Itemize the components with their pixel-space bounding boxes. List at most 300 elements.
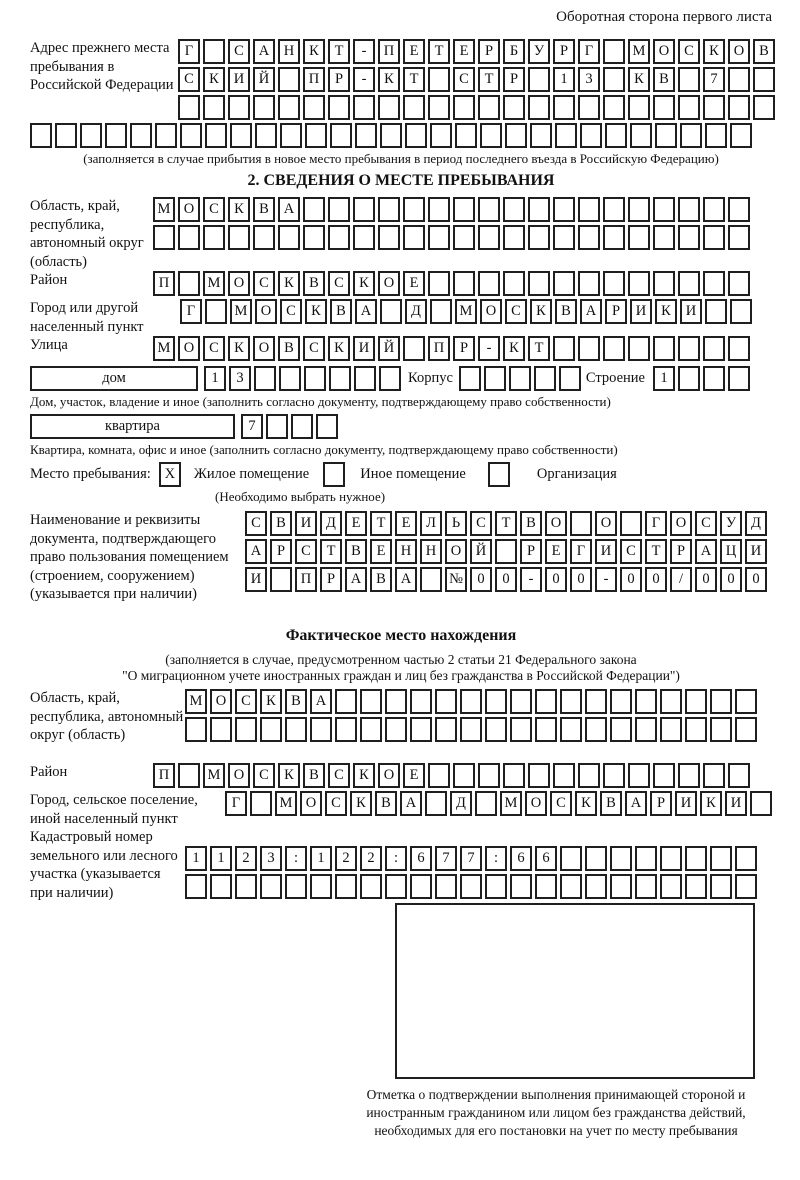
- char-box[interactable]: [653, 95, 675, 120]
- char-box[interactable]: [453, 271, 475, 296]
- char-box[interactable]: [685, 846, 707, 871]
- char-box[interactable]: [425, 791, 447, 816]
- char-box[interactable]: [603, 271, 625, 296]
- char-box[interactable]: [510, 874, 532, 899]
- char-box[interactable]: [478, 225, 500, 250]
- char-box[interactable]: [628, 763, 650, 788]
- char-box[interactable]: [430, 299, 452, 324]
- char-box[interactable]: В: [278, 336, 300, 361]
- char-box[interactable]: [578, 95, 600, 120]
- char-box[interactable]: [455, 123, 477, 148]
- char-box[interactable]: [735, 689, 757, 714]
- char-box[interactable]: Й: [470, 539, 492, 564]
- char-box[interactable]: [410, 717, 432, 742]
- char-box[interactable]: [428, 197, 450, 222]
- char-box[interactable]: [503, 225, 525, 250]
- char-box[interactable]: [628, 95, 650, 120]
- char-box[interactable]: Т: [645, 539, 667, 564]
- char-box[interactable]: [505, 123, 527, 148]
- char-box[interactable]: [610, 874, 632, 899]
- char-box[interactable]: [403, 336, 425, 361]
- char-box[interactable]: 0: [720, 567, 742, 592]
- char-box[interactable]: К: [530, 299, 552, 324]
- char-box-row[interactable]: [459, 357, 584, 374]
- char-box[interactable]: С: [253, 271, 275, 296]
- char-box[interactable]: [354, 366, 376, 391]
- char-box[interactable]: 6: [410, 846, 432, 871]
- char-box[interactable]: [385, 874, 407, 899]
- char-box[interactable]: [278, 95, 300, 120]
- char-box[interactable]: Р: [503, 67, 525, 92]
- char-box[interactable]: [228, 95, 250, 120]
- char-box[interactable]: -: [353, 39, 375, 64]
- char-box[interactable]: [653, 271, 675, 296]
- char-box[interactable]: К: [628, 67, 650, 92]
- char-box[interactable]: [279, 366, 301, 391]
- char-box[interactable]: [420, 567, 442, 592]
- char-box[interactable]: [503, 763, 525, 788]
- char-box[interactable]: И: [745, 539, 767, 564]
- char-box[interactable]: В: [330, 299, 352, 324]
- char-box[interactable]: М: [153, 336, 175, 361]
- char-box[interactable]: [316, 414, 338, 439]
- char-box[interactable]: В: [753, 39, 775, 64]
- char-box[interactable]: [750, 791, 772, 816]
- char-box[interactable]: [428, 271, 450, 296]
- char-box[interactable]: [403, 197, 425, 222]
- char-box-row[interactable]: [225, 791, 775, 816]
- char-box[interactable]: К: [203, 67, 225, 92]
- char-box[interactable]: 7: [435, 846, 457, 871]
- char-box[interactable]: [728, 225, 750, 250]
- char-box[interactable]: О: [228, 763, 250, 788]
- char-box[interactable]: [685, 874, 707, 899]
- char-box[interactable]: -: [353, 67, 375, 92]
- char-box[interactable]: [485, 689, 507, 714]
- char-box[interactable]: В: [270, 511, 292, 536]
- char-box[interactable]: [578, 271, 600, 296]
- char-box[interactable]: С: [505, 299, 527, 324]
- char-box[interactable]: С: [325, 791, 347, 816]
- char-box[interactable]: Р: [650, 791, 672, 816]
- char-box[interactable]: О: [210, 689, 232, 714]
- char-box[interactable]: И: [630, 299, 652, 324]
- char-box[interactable]: [280, 123, 302, 148]
- char-box[interactable]: [105, 123, 127, 148]
- char-box-row[interactable]: [241, 405, 341, 434]
- char-box[interactable]: М: [203, 271, 225, 296]
- char-box[interactable]: 2: [360, 846, 382, 871]
- char-box[interactable]: [655, 123, 677, 148]
- char-box-row[interactable]: [153, 197, 753, 222]
- char-box[interactable]: Д: [450, 791, 472, 816]
- char-box[interactable]: П: [428, 336, 450, 361]
- char-box[interactable]: О: [253, 336, 275, 361]
- char-box[interactable]: Й: [378, 336, 400, 361]
- char-box[interactable]: -: [520, 567, 542, 592]
- char-box[interactable]: В: [303, 271, 325, 296]
- char-box[interactable]: Ц: [720, 539, 742, 564]
- char-box[interactable]: [653, 197, 675, 222]
- char-box[interactable]: [578, 763, 600, 788]
- char-box[interactable]: В: [555, 299, 577, 324]
- char-box[interactable]: [428, 225, 450, 250]
- char-box[interactable]: К: [575, 791, 597, 816]
- char-box[interactable]: О: [595, 511, 617, 536]
- char-box[interactable]: [605, 123, 627, 148]
- char-box[interactable]: О: [255, 299, 277, 324]
- char-box[interactable]: [253, 95, 275, 120]
- char-box[interactable]: И: [725, 791, 747, 816]
- char-box[interactable]: [453, 225, 475, 250]
- char-box[interactable]: [510, 717, 532, 742]
- char-box[interactable]: М: [628, 39, 650, 64]
- char-box[interactable]: 6: [535, 846, 557, 871]
- char-box[interactable]: [478, 763, 500, 788]
- char-box[interactable]: Т: [428, 39, 450, 64]
- char-box[interactable]: [560, 689, 582, 714]
- char-box[interactable]: 0: [620, 567, 642, 592]
- char-box[interactable]: Г: [180, 299, 202, 324]
- char-box[interactable]: [203, 39, 225, 64]
- char-box[interactable]: [435, 874, 457, 899]
- char-box[interactable]: [30, 123, 52, 148]
- char-box[interactable]: 1: [204, 366, 226, 391]
- char-box[interactable]: [678, 366, 700, 391]
- char-box[interactable]: [678, 271, 700, 296]
- char-box[interactable]: [303, 197, 325, 222]
- char-box[interactable]: О: [378, 271, 400, 296]
- char-box[interactable]: [710, 874, 732, 899]
- char-box[interactable]: [255, 123, 277, 148]
- char-box[interactable]: [250, 791, 272, 816]
- char-box[interactable]: [753, 67, 775, 92]
- char-box[interactable]: [329, 366, 351, 391]
- char-box[interactable]: [603, 197, 625, 222]
- char-box[interactable]: 0: [645, 567, 667, 592]
- char-box[interactable]: [678, 67, 700, 92]
- char-box[interactable]: [260, 717, 282, 742]
- char-box[interactable]: :: [285, 846, 307, 871]
- char-box[interactable]: [360, 717, 382, 742]
- char-box[interactable]: [603, 67, 625, 92]
- char-box[interactable]: [378, 95, 400, 120]
- char-box[interactable]: [478, 271, 500, 296]
- char-box[interactable]: [678, 95, 700, 120]
- char-box[interactable]: [235, 717, 257, 742]
- char-box[interactable]: [555, 123, 577, 148]
- char-box[interactable]: О: [545, 511, 567, 536]
- char-box[interactable]: Н: [420, 539, 442, 564]
- char-box[interactable]: К: [278, 271, 300, 296]
- char-box[interactable]: [603, 95, 625, 120]
- char-box[interactable]: [303, 225, 325, 250]
- char-box[interactable]: А: [278, 197, 300, 222]
- char-box[interactable]: [328, 95, 350, 120]
- char-box[interactable]: [685, 717, 707, 742]
- char-box[interactable]: С: [245, 511, 267, 536]
- char-box[interactable]: М: [500, 791, 522, 816]
- char-box[interactable]: К: [303, 39, 325, 64]
- char-box[interactable]: П: [303, 67, 325, 92]
- char-box[interactable]: [510, 689, 532, 714]
- char-box[interactable]: [585, 689, 607, 714]
- char-box[interactable]: [535, 689, 557, 714]
- char-box[interactable]: :: [385, 846, 407, 871]
- char-box[interactable]: 7: [703, 67, 725, 92]
- char-box[interactable]: Т: [328, 39, 350, 64]
- char-box[interactable]: [678, 225, 700, 250]
- char-box[interactable]: [453, 197, 475, 222]
- char-box[interactable]: Д: [745, 511, 767, 536]
- char-box[interactable]: [528, 67, 550, 92]
- char-box[interactable]: Р: [320, 567, 342, 592]
- char-box[interactable]: [703, 225, 725, 250]
- char-box[interactable]: С: [203, 336, 225, 361]
- char-box-row[interactable]: [153, 225, 753, 250]
- char-box[interactable]: О: [228, 271, 250, 296]
- char-box[interactable]: Е: [395, 511, 417, 536]
- char-box[interactable]: [285, 717, 307, 742]
- char-box[interactable]: [553, 763, 575, 788]
- char-box[interactable]: [266, 414, 288, 439]
- char-box[interactable]: [353, 197, 375, 222]
- char-box[interactable]: К: [228, 336, 250, 361]
- char-box[interactable]: [478, 197, 500, 222]
- char-box[interactable]: [728, 271, 750, 296]
- char-box[interactable]: [710, 846, 732, 871]
- char-box[interactable]: :: [485, 846, 507, 871]
- char-box[interactable]: А: [695, 539, 717, 564]
- char-box[interactable]: [453, 95, 475, 120]
- char-box[interactable]: [560, 874, 582, 899]
- char-box[interactable]: К: [700, 791, 722, 816]
- char-box[interactable]: [653, 763, 675, 788]
- char-box[interactable]: [428, 95, 450, 120]
- char-box[interactable]: Р: [270, 539, 292, 564]
- char-box[interactable]: К: [378, 67, 400, 92]
- char-box[interactable]: О: [653, 39, 675, 64]
- char-box[interactable]: [304, 366, 326, 391]
- char-box[interactable]: [480, 123, 502, 148]
- char-box[interactable]: Н: [395, 539, 417, 564]
- char-box[interactable]: О: [178, 336, 200, 361]
- char-box[interactable]: В: [375, 791, 397, 816]
- char-box[interactable]: [703, 763, 725, 788]
- char-box[interactable]: Г: [178, 39, 200, 64]
- char-box[interactable]: [495, 539, 517, 564]
- char-box[interactable]: [603, 39, 625, 64]
- char-box-row[interactable]: [180, 299, 755, 324]
- char-box-row[interactable]: [178, 95, 778, 120]
- char-box[interactable]: X: [159, 462, 181, 487]
- char-box[interactable]: С: [620, 539, 642, 564]
- char-box[interactable]: Е: [370, 539, 392, 564]
- char-box[interactable]: [460, 689, 482, 714]
- char-box[interactable]: [730, 299, 752, 324]
- char-box[interactable]: [228, 225, 250, 250]
- char-box[interactable]: [528, 197, 550, 222]
- char-box-row[interactable]: [245, 567, 770, 592]
- char-box[interactable]: 2: [335, 846, 357, 871]
- char-box[interactable]: [203, 95, 225, 120]
- char-box[interactable]: /: [670, 567, 692, 592]
- char-box[interactable]: 2: [235, 846, 257, 871]
- char-box[interactable]: И: [295, 511, 317, 536]
- char-box[interactable]: С: [280, 299, 302, 324]
- char-box[interactable]: [603, 225, 625, 250]
- char-box[interactable]: К: [655, 299, 677, 324]
- char-box[interactable]: В: [345, 539, 367, 564]
- char-box[interactable]: Г: [578, 39, 600, 64]
- char-box[interactable]: Р: [670, 539, 692, 564]
- char-box[interactable]: [385, 717, 407, 742]
- char-box[interactable]: [535, 717, 557, 742]
- char-box[interactable]: [310, 717, 332, 742]
- char-box[interactable]: [253, 225, 275, 250]
- char-box[interactable]: [260, 874, 282, 899]
- char-box[interactable]: [703, 197, 725, 222]
- char-box[interactable]: [335, 874, 357, 899]
- char-box[interactable]: [353, 95, 375, 120]
- char-box[interactable]: [528, 763, 550, 788]
- char-box[interactable]: Р: [605, 299, 627, 324]
- char-box[interactable]: [178, 763, 200, 788]
- char-box[interactable]: [735, 717, 757, 742]
- char-box[interactable]: [379, 366, 401, 391]
- char-box[interactable]: К: [350, 791, 372, 816]
- char-box[interactable]: [660, 846, 682, 871]
- char-box[interactable]: [453, 763, 475, 788]
- char-box[interactable]: К: [260, 689, 282, 714]
- char-box[interactable]: [620, 511, 642, 536]
- char-box[interactable]: 3: [260, 846, 282, 871]
- char-box[interactable]: [270, 567, 292, 592]
- char-box[interactable]: [291, 414, 313, 439]
- char-box[interactable]: И: [675, 791, 697, 816]
- char-box[interactable]: В: [253, 197, 275, 222]
- char-box[interactable]: [405, 123, 427, 148]
- char-box[interactable]: [503, 95, 525, 120]
- char-box[interactable]: [380, 299, 402, 324]
- char-box[interactable]: Г: [570, 539, 592, 564]
- char-box[interactable]: Р: [328, 67, 350, 92]
- char-box[interactable]: [130, 123, 152, 148]
- char-box[interactable]: [178, 95, 200, 120]
- char-box[interactable]: [753, 95, 775, 120]
- char-box[interactable]: С: [178, 67, 200, 92]
- char-box[interactable]: [585, 874, 607, 899]
- char-box[interactable]: В: [600, 791, 622, 816]
- char-box[interactable]: С: [228, 39, 250, 64]
- char-box[interactable]: [460, 717, 482, 742]
- char-box[interactable]: [310, 874, 332, 899]
- char-box[interactable]: А: [245, 539, 267, 564]
- char-box[interactable]: [630, 123, 652, 148]
- char-box[interactable]: 3: [578, 67, 600, 92]
- char-box[interactable]: [728, 366, 750, 391]
- char-box[interactable]: Е: [403, 39, 425, 64]
- char-box[interactable]: [559, 366, 581, 391]
- char-box[interactable]: А: [400, 791, 422, 816]
- char-box-row[interactable]: [185, 874, 760, 899]
- char-box[interactable]: О: [178, 197, 200, 222]
- char-box[interactable]: [628, 197, 650, 222]
- char-box[interactable]: Л: [420, 511, 442, 536]
- char-box[interactable]: И: [353, 336, 375, 361]
- char-box[interactable]: [635, 874, 657, 899]
- char-box[interactable]: [635, 689, 657, 714]
- char-box[interactable]: [710, 717, 732, 742]
- char-box[interactable]: [330, 123, 352, 148]
- char-box[interactable]: Т: [403, 67, 425, 92]
- char-box[interactable]: Р: [453, 336, 475, 361]
- char-box[interactable]: 1: [653, 366, 675, 391]
- char-box[interactable]: Р: [553, 39, 575, 64]
- char-box-row[interactable]: [153, 271, 753, 296]
- char-box[interactable]: А: [395, 567, 417, 592]
- char-box[interactable]: [560, 717, 582, 742]
- char-box[interactable]: [475, 791, 497, 816]
- char-box[interactable]: [360, 874, 382, 899]
- char-box-row[interactable]: [185, 689, 760, 714]
- char-box[interactable]: Е: [403, 763, 425, 788]
- char-box[interactable]: -: [478, 336, 500, 361]
- char-box[interactable]: 1: [553, 67, 575, 92]
- char-box[interactable]: В: [285, 689, 307, 714]
- char-box[interactable]: [705, 299, 727, 324]
- char-box[interactable]: [560, 846, 582, 871]
- char-box[interactable]: 1: [210, 846, 232, 871]
- char-box[interactable]: [653, 225, 675, 250]
- char-box[interactable]: К: [228, 197, 250, 222]
- char-box[interactable]: [685, 689, 707, 714]
- char-box[interactable]: [353, 225, 375, 250]
- char-box[interactable]: 0: [545, 567, 567, 592]
- char-box[interactable]: [80, 123, 102, 148]
- char-box[interactable]: Т: [370, 511, 392, 536]
- char-box[interactable]: [553, 197, 575, 222]
- char-box[interactable]: С: [328, 763, 350, 788]
- char-box[interactable]: С: [470, 511, 492, 536]
- char-box[interactable]: [178, 225, 200, 250]
- char-box[interactable]: [728, 763, 750, 788]
- char-box[interactable]: [230, 123, 252, 148]
- char-box[interactable]: С: [303, 336, 325, 361]
- char-box[interactable]: [578, 225, 600, 250]
- char-box[interactable]: Г: [645, 511, 667, 536]
- char-box[interactable]: [278, 225, 300, 250]
- char-box[interactable]: К: [703, 39, 725, 64]
- char-box[interactable]: [530, 123, 552, 148]
- char-box[interactable]: [203, 225, 225, 250]
- char-box[interactable]: [385, 689, 407, 714]
- char-box[interactable]: Р: [478, 39, 500, 64]
- char-box[interactable]: М: [230, 299, 252, 324]
- char-box[interactable]: [578, 197, 600, 222]
- char-box[interactable]: [585, 846, 607, 871]
- char-box[interactable]: Й: [253, 67, 275, 92]
- char-box[interactable]: 0: [570, 567, 592, 592]
- char-box[interactable]: [485, 874, 507, 899]
- char-box[interactable]: К: [305, 299, 327, 324]
- char-box-row[interactable]: [185, 846, 760, 871]
- char-box[interactable]: [410, 874, 432, 899]
- char-box[interactable]: 0: [695, 567, 717, 592]
- char-box[interactable]: [335, 717, 357, 742]
- char-box[interactable]: [570, 511, 592, 536]
- char-box[interactable]: Т: [528, 336, 550, 361]
